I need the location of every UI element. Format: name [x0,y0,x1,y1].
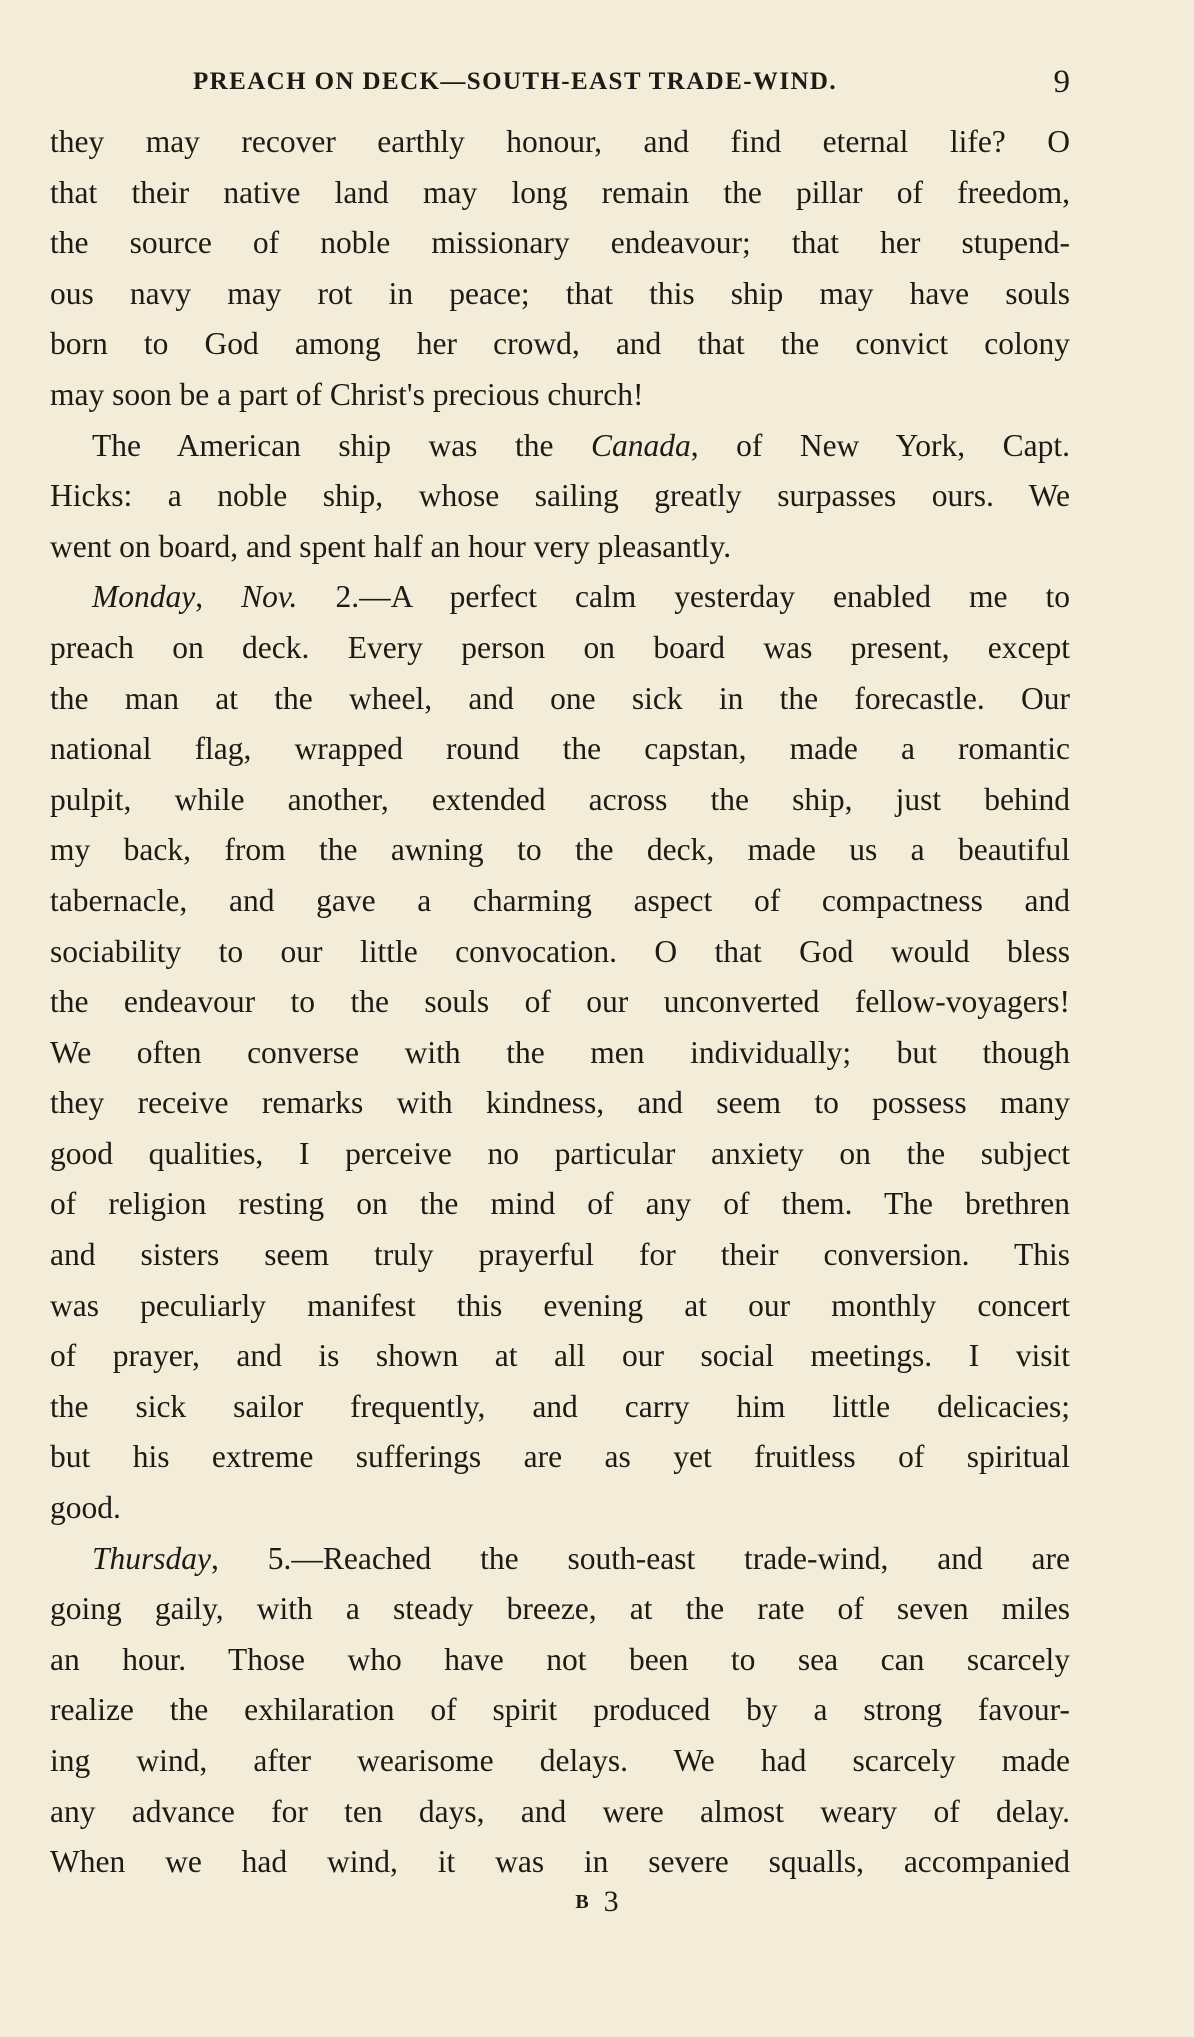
text-line [50,927,1070,978]
line-text: the source of noble missionary endeavour; that her stupend- [50,225,1070,261]
line-text: going gaily, with a steady breeze, at the rate of seven miles [50,1591,1070,1627]
page-header [50,64,1070,108]
text-line [50,876,1070,927]
line-text: realize the exhilaration of spirit produced by a strong favour- [50,1692,1070,1728]
line-text: preach on deck. Every person on board was present, except [50,629,1070,665]
text-line [50,1432,1070,1483]
line-text: ous navy may rot in peace; that this ship may have souls [50,275,1070,311]
line-text: Hicks: a noble ship, whose sailing greatly surpasses ours. We [50,478,1070,514]
text-line [50,1483,1070,1534]
line-text: , of New York, Capt. [690,427,1070,463]
line-text: of prayer, and is shown at all our social meetings. I visit [50,1338,1070,1374]
line-text: my back, from the awning to the deck, made us a beautiful [50,832,1070,868]
line-text: went on board, and spent half an hour very pleasantly. [50,528,732,564]
italic-text: Thursday [92,1540,212,1576]
text-line [50,674,1070,725]
line-text: When we had wind, it was in severe squalls, accompanied [50,1844,1070,1880]
text-line [50,1028,1070,1079]
line-text: but his extreme sufferings are as yet fruitless of spiritual [50,1439,1070,1475]
line-text: was peculiarly manifest this evening at our monthly concert [50,1287,1070,1323]
text-line [50,623,1070,674]
line-text: sociability to our little convocation. O that God would bless [50,933,1070,969]
italic-text: Nov. [241,579,298,615]
text-line [50,1685,1070,1736]
line-text: any advance for ten days, and were almost weary of delay. [50,1793,1070,1829]
text-line [50,1331,1070,1382]
text-line [50,1129,1070,1180]
text-line [50,471,1070,522]
text-line [50,1736,1070,1787]
running-head: PREACH ON DECK—SOUTH-EAST TRADE-WIND. [193,68,838,95]
text-line [50,1534,1070,1585]
text-line [50,168,1070,219]
text-line [50,1635,1070,1686]
line-text: tabernacle, and gave a charming aspect of compactness and [50,882,1070,918]
line-text: good qualities, I perceive no particular anxiety on the subject [50,1135,1070,1171]
line-text: , 5.—Reached the south-east trade-wind, and are [211,1540,1070,1576]
printer-signature [0,1885,1194,1919]
line-text: that their native land may long remain the pillar of freedom, [50,174,1070,210]
signature-mark: B [575,1891,590,1913]
text-line [50,775,1070,826]
text-line [50,1382,1070,1433]
text-line [50,1787,1070,1838]
page-number: 9 [1053,64,1070,100]
line-text: an hour. Those who have not been to sea can scarcely [50,1641,1070,1677]
text-line [50,977,1070,1028]
line-text: the endeavour to the souls of our unconverted fellow-voyagers! [50,984,1070,1020]
line-text: , [195,579,242,615]
text-line [50,724,1070,775]
line-text: ing wind, after wearisome delays. We had scarcely made [50,1743,1070,1778]
text-line [50,370,1070,421]
line-text: The American ship was the [92,427,591,463]
text-line [50,825,1070,876]
line-text: may soon be a part of Christ's precious church! [50,376,644,412]
line-text: good. [50,1490,121,1526]
line-text: the sick sailor frequently, and carry him little delicacies; [50,1388,1070,1424]
line-text: they receive remarks with kindness, and seem to possess many [50,1085,1070,1121]
line-text: pulpit, while another, extended across the ship, just behind [50,781,1070,817]
italic-text: Canada [590,427,691,463]
line-text: 2.—A perfect calm yesterday enabled me to [297,579,1070,615]
italic-text: Monday [92,579,196,615]
line-text: the man at the wheel, and one sick in the forecastle. Our [50,680,1070,716]
text-line [50,1584,1070,1635]
text-line [50,269,1070,320]
text-line [50,1281,1070,1332]
text-line [50,1230,1070,1281]
text-line [50,421,1070,472]
text-line [50,218,1070,269]
text-line [50,522,1070,573]
line-text: born to God among her crowd, and that the convict colony [50,326,1070,362]
line-text: national flag, wrapped round the capstan, made a romantic [50,731,1070,767]
line-text: they may recover earthly honour, and find eternal life? O [50,124,1070,159]
text-line [50,1078,1070,1129]
line-text: of religion resting on the mind of any of them. The brethren [50,1186,1070,1222]
text-line [50,319,1070,370]
text-line [50,1837,1070,1888]
line-text: and sisters seem truly prayerful for their conversion. This [50,1237,1070,1273]
text-line [50,117,1070,168]
text-line [50,572,1070,623]
signature-number: 3 [603,1885,619,1918]
line-text: We often converse with the men individually; but though [50,1034,1070,1070]
text-line [50,1179,1070,1230]
body-text [50,117,1070,1888]
